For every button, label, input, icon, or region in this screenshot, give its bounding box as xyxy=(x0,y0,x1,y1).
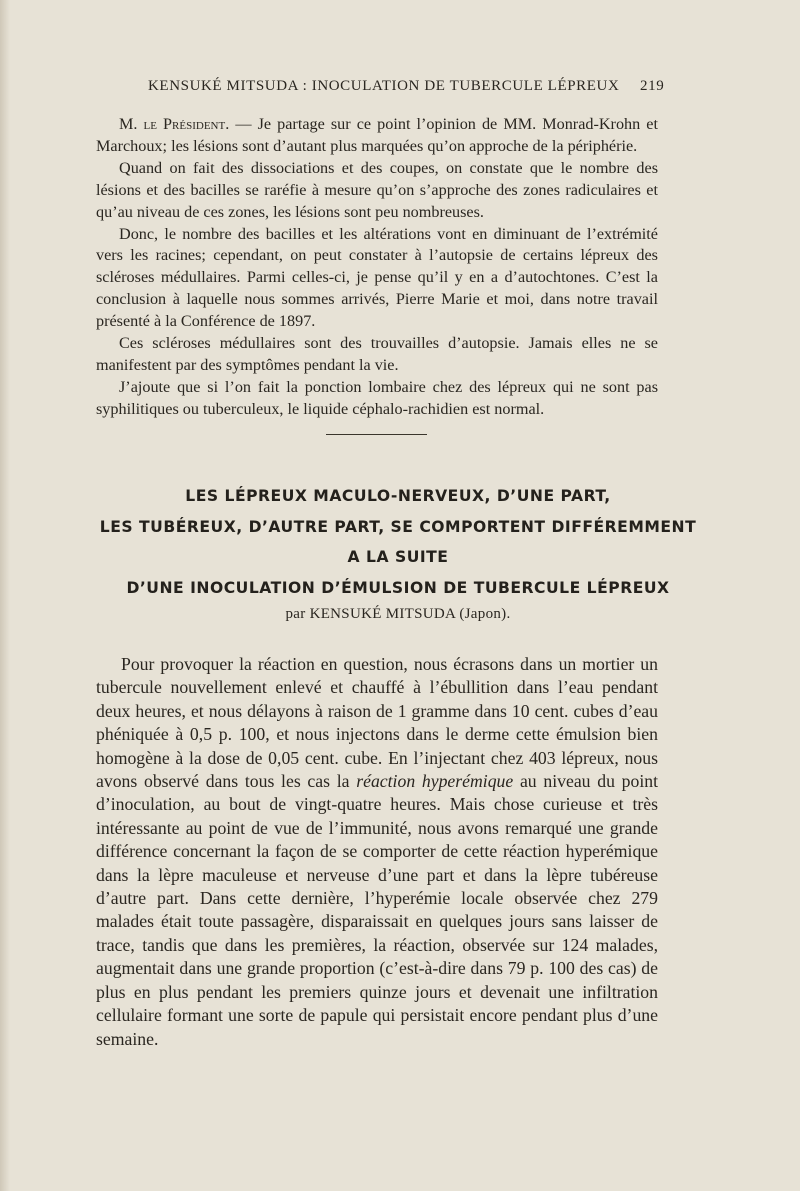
title-line: D’UNE INOCULATION D’ÉMULSION DE TUBERCULE LÉPREUX xyxy=(126,579,670,598)
discussion-paragraph: Donc, le nombre des bacilles et les altérations vont en diminuant de l’extrémité vers les racines; cependant, on peut constater à l’autopsie de certains lépreux des scléroses médullaires. Parmi celles-ci, je pense qu’il y en a d’autochtones. C’est la conclusion à laquelle nous sommes arrivés, Pierre Marie et moi, dans notre travail présenté à la Conférence de 1897. xyxy=(96,224,658,331)
discussion-paragraph: Ces scléroses médullaires sont des trouvailles d’autopsie. Jamais elles ne se manifestent par des symptômes pendant la vie. xyxy=(96,334,658,374)
discussion-paragraph: J’ajoute que si l’on fait la ponction lombaire chez des lépreux qui ne sont pas syphilitiques ou tuberculeux, le liquide céphalo-rachidien est normal. xyxy=(96,377,658,418)
page-edge xyxy=(0,0,10,1191)
title-line: LES LÉPREUX MACULO-NERVEUX, D’UNE PART, xyxy=(185,487,611,505)
discussion-paragraph xyxy=(96,114,658,158)
speaker-label: M. le Président. xyxy=(119,115,230,133)
discussion-text: — Je partage sur ce point l’opinion de MM. Monrad-Krohn et Marchoux; les lésions sont d’autant plus marquées qu’on approche de la périphérie. xyxy=(96,115,658,155)
discussion-block xyxy=(96,114,658,421)
article-title xyxy=(96,481,700,604)
discussion-paragraph: Quand on fait des dissociations et des coupes, on constate que le nombre des lésions et des bacilles se raréfie à mesure qu’on s’approche des zones radiculaires et qu’au niveau de ces zones, les lésions sont peu nombreuses. xyxy=(96,158,658,221)
section-divider xyxy=(326,434,427,435)
body-text: Pour provoquer la réaction en question, nous écrasons dans un mortier un tubercule nouvellement enlevé et chauffé à l’ébullition dans l’eau pendant deux heures, et nous délayons à raison de 1 gramme dans 10 cent. cubes d’eau phéniquée à 0,5 p. 100, et nous injectons dans le derme cette émulsion bien homogène à la dose de 0,05 cent. cube. En l’injectant chez 403 lépreux, nous avons observé dans tous les cas la xyxy=(96,654,658,792)
article-body xyxy=(96,653,658,1051)
body-text: au niveau du point d’inoculation, au bout de vingt-quatre heures. Mais chose curieuse et très intéressante au point de vue de l’immunité, nous avons remarqué une grande différence concernant la façon de se comporter de cette réaction hyperémique dans la lèpre maculeuse et nerveuse d’une part et dans la lèpre tubéreuse d’autre part. Dans cette dernière, l’hyperémie locale observée chez 279 malades était toute passagère, disparaissait en quelques jours sans laisser de trace, tandis que dans les premières, la réaction, observée sur 124 malades, augmentait dans une grande proportion (c’est-à-dire dans 79 p. 100 des cas) de plus en plus pendant les premiers quinze jours et devenait une infiltration cellulaire formant une sorte de papule qui persistait encore pendant plus d’une semaine. xyxy=(96,771,658,1049)
running-title: KENSUKÉ MITSUDA : INOCULATION DE TUBERCULE LÉPREUX xyxy=(148,78,620,94)
page-number: 219 xyxy=(640,78,665,94)
title-line: A LA SUITE xyxy=(347,548,449,567)
title-line: LES TUBÉREUX, D’AUTRE PART, SE COMPORTENT DIFFÉREMMENT xyxy=(99,517,697,536)
byline: par KENSUKÉ MITSUDA (Japon). xyxy=(285,606,511,622)
body-paragraph xyxy=(96,653,658,1051)
emphasis-text: réaction hyperémique xyxy=(356,771,514,792)
